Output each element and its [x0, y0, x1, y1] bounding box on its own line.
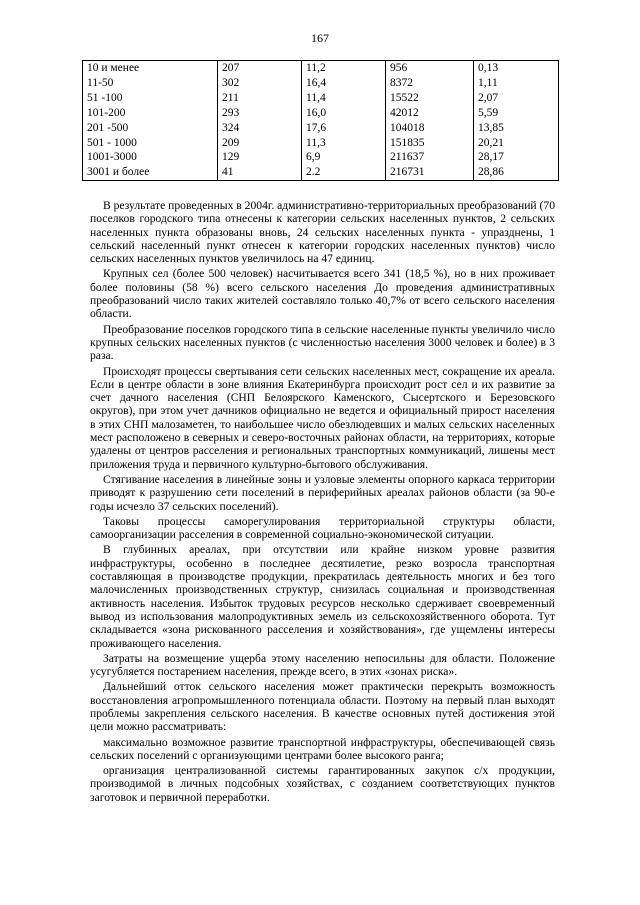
table-cell: 13,85 — [474, 121, 559, 136]
table-cell: 956 — [386, 61, 474, 76]
table-cell: 0,13 — [474, 61, 559, 76]
paragraph: Происходят процессы свертывания сети сельских населенных мест, сокращение их ареала. Если в центре области в зоне влияния Екатеринбурга происходит рост сел и их развитие за счет дачного населения (СНП Белоярского Каменского, Сысертского и Березовского округов), при этом учет дачников официально не ведется и официальный прирост населения в этих СНП малозаметен, то наибольшее число обезлюдевших и малых сельских населенных мест расположено в северных и северо-восточных районах области, на территориях, которые удалены от центров расселения и региональных транспортных коммуникаций, лишены мест приложения труда и первичного культурно-бытового обслуживания. — [90, 364, 555, 471]
table-cell: 201 -500 — [83, 121, 218, 136]
table-row — [83, 165, 559, 180]
table-row — [83, 136, 559, 151]
paragraph: максимально возможное развитие транспортной инфраструктуры, обеспечивающей связь сельских поселений с организующими центрами более высокого ранга; — [90, 735, 555, 762]
paragraph: Затраты на возмещение ущерба этому населению непосильны для области. Положение усугубляется постарением населения, прежде всего, в этих «зонах риска». — [90, 651, 555, 679]
table-cell: 2,07 — [474, 91, 559, 106]
table-cell: 11,3 — [302, 136, 386, 151]
table-cell: 42012 — [386, 106, 474, 121]
paragraph: Преобразование поселков городского типа в сельские населенные пункты увеличило число крупных сельских населенных пунктов (с численностью населения 3000 человек и более) в 3 раза. — [90, 322, 555, 363]
table-cell: 211 — [218, 91, 302, 106]
table-cell: 101-200 — [83, 106, 218, 121]
paragraph: Крупных сел (более 500 человек) насчитывается всего 341 (18,5 %), но в них проживает более половины (58 %) всего сельского населения До проведения административных преобразований число таких жителей составляло только 40,7% от всего сельского населения области. — [90, 267, 555, 321]
table-cell: 16,0 — [302, 106, 386, 121]
paragraph: Таковы процессы саморегулирования территориальной структуры области, самоорганизации расселения в современной социально-экономической ситуации. — [90, 514, 555, 542]
table-cell: 104018 — [386, 121, 474, 136]
paragraph: организация централизованной системы гарантированных закупок с/х продукции, производимой в личных подсобных хозяйствах, с созданием соответствующих пунктов заготовок и первичной переработки. — [90, 764, 555, 804]
table-cell: 3001 и более — [83, 165, 218, 180]
table-cell: 151835 — [386, 136, 474, 151]
table-cell: 51 -100 — [83, 91, 218, 106]
body-text — [90, 199, 555, 806]
table-cell: 1001-3000 — [83, 150, 218, 165]
table-row — [83, 150, 559, 165]
table-cell: 302 — [218, 76, 302, 91]
table-cell: 15522 — [386, 91, 474, 106]
paragraph: В результате проведенных в 2004г. административно-территориальных преобразований (70 поселков городского типа отнесены к категории сельских населенных пунктов, 2 сельских населенных пункта образованы вновь, 24 сельских населенных пункта - упразднены, 1 сельский населенный пункт отнесен к категории городских населенных пунктов) число сельских населенных пунктов увеличилось на 47 единиц. — [90, 199, 555, 266]
table-cell: 28,86 — [474, 165, 559, 180]
settlement-size-table — [82, 60, 559, 181]
table-cell: 216731 — [386, 165, 474, 180]
table-cell: 6,9 — [302, 150, 386, 165]
table-cell: 293 — [218, 106, 302, 121]
table-cell: 5,59 — [474, 106, 559, 121]
table-cell: 324 — [218, 121, 302, 136]
paragraph: В глубинных ареалах, при отсутствии или крайне низком уровне развития инфраструктуры, особенно в последнее десятилетие, резко возросла транспортная составляющая в производстве продукции, прекратилась деятельность многих и без того малочисленных производственных структур, снизилась социальная и производственная активность населения. Избыток трудовых ресурсов несколько сдерживает своевременный вывод из использования малопродуктивных земель из сельскохозяйственного оборота. Тут складывается «зона рискованного расселения и хозяйствования», где ущемлены интересы проживающего населения. — [90, 543, 555, 650]
table-cell: 207 — [218, 61, 302, 76]
paragraph: Стягивание населения в линейные зоны и узловые элементы опорного каркаса территории приводят к разрушению сети поселений в периферийных ареалах районов области (за 90-е годы исчезло 37 сельских поселений). — [90, 472, 555, 513]
table-row — [83, 106, 559, 121]
table-cell: 41 — [218, 165, 302, 180]
table-cell: 501 - 1000 — [83, 136, 218, 151]
table-cell: 11-50 — [83, 76, 218, 91]
table-cell: 1,11 — [474, 76, 559, 91]
page-number: 167 — [311, 31, 329, 45]
table-cell: 20,21 — [474, 136, 559, 151]
paragraph: Дальнейший отток сельского населения может практически перекрыть возможность восстановления агропромышленного потенциала области. Поэтому на первый план выходят проблемы закрепления сельского населения. В качестве основных путей достижения этой цели можно рассматривать: — [90, 680, 555, 734]
table-cell: 2.2 — [302, 165, 386, 180]
table-row — [83, 91, 559, 106]
table-cell: 28,17 — [474, 150, 559, 165]
table-cell: 11,4 — [302, 91, 386, 106]
table-cell: 10 и менее — [83, 61, 218, 76]
table-cell: 209 — [218, 136, 302, 151]
table-row — [83, 121, 559, 136]
table-cell: 17,6 — [302, 121, 386, 136]
table-cell: 211637 — [386, 150, 474, 165]
table-cell: 129 — [218, 150, 302, 165]
table-cell: 11,2 — [302, 61, 386, 76]
table-row — [83, 61, 559, 76]
table-cell: 8372 — [386, 76, 474, 91]
table-cell: 16,4 — [302, 76, 386, 91]
table-row — [83, 76, 559, 91]
